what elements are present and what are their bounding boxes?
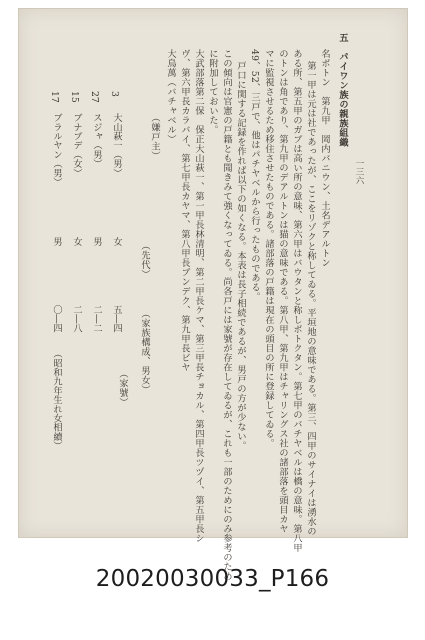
table-header-previous: （先代）: [139, 241, 150, 279]
table-row-1-composition: 五―四: [111, 305, 122, 333]
body-line-11: ヴ、第六甲長カラバイ、第七甲長カヤマ、第八甲長ブンデク、第九甲長ビヤ: [179, 49, 190, 372]
body-line-12: 大鳥萬（バチャベル）: [165, 49, 176, 144]
table-row-3-no: 15: [69, 91, 80, 103]
table-row-3-composition: 二―八: [71, 305, 82, 333]
image-caption: 20020030033_P166: [95, 566, 330, 592]
table-row-4-note: （昭和九年生れ女相續）: [51, 349, 62, 451]
body-line-9: に附加しておいた。: [207, 49, 218, 135]
page-number: 一三六: [354, 159, 364, 185]
table-header-house-name: （家號）: [117, 369, 128, 407]
body-line-4: のトンは角であり、第九甲のデアルトンは猫の意味である。第八甲、第九甲はチャリングス社の諸部落を頭目カヤ: [277, 49, 288, 534]
table-row-4-name: ブラルヤン（男）: [51, 113, 62, 187]
table-row-1-no: 3: [109, 91, 120, 97]
table-row-4-gender: 男: [51, 237, 62, 247]
body-line-8: この傾向は官憲の戸籍とも聞きみて強くなってゐる。尚各戸には家號が存在してゐるが、これも一部のためにのみ参考のため: [221, 49, 232, 581]
table-row-4-composition: 〇―四: [51, 305, 62, 333]
table-row-1-name: 大山萩一（男）: [111, 113, 122, 178]
table-header-composition: （家族構成、男女）: [139, 309, 150, 395]
body-line-10: 大武部落第二保 保正大山萩一、第一甲長林清明、第二甲長ケマ、第三甲長チョカル、第四甲長ツヅイ、第五甲長シ: [193, 49, 204, 543]
body-line-5: マに監視させるため移住させたものである。諸部落の戸籍は現在の頭目の所に登録してゐる。: [263, 49, 274, 448]
table-row-2-name: スジャ（男）: [91, 113, 102, 169]
table-row-3-gender: 女: [71, 237, 82, 247]
table-row-2-composition: 二―二: [91, 305, 102, 333]
body-line-3: ある所、第五甲のガプは高い所の意味、第六甲はバウタンと称しボトクタン。第七甲のバチヤベルは橋の意味。第八甲: [291, 49, 302, 553]
table-row-1-gender: 女: [111, 237, 122, 247]
body-line-2: 第一甲は元は社であったが、ここをリゾクと称してゐる。平垣地の意味である。第三、四甲のサイナイは湧水の: [305, 61, 316, 536]
body-line-7: 戸口に関する記録を作れば以下の如くなる。本表は長子相続であるが、男戸の方が少ない。: [235, 61, 246, 451]
table-header-householder: （嫌戸主）: [149, 113, 160, 161]
body-line-1: 名ボトン 第九甲 岡内バニウン、土名デアルトン: [319, 49, 330, 268]
table-row-4-no: 17: [49, 91, 60, 103]
body-line-6: 49、52、三戸で、他はパチヤベルから行ったものである。: [249, 49, 260, 302]
table-row-2-no: 27: [89, 91, 100, 103]
table-row-2-gender: 男: [91, 237, 102, 247]
section-title: 五 パイワン族の親族組織: [337, 33, 348, 147]
table-row-3-name: ブナプデ（女）: [71, 113, 82, 178]
